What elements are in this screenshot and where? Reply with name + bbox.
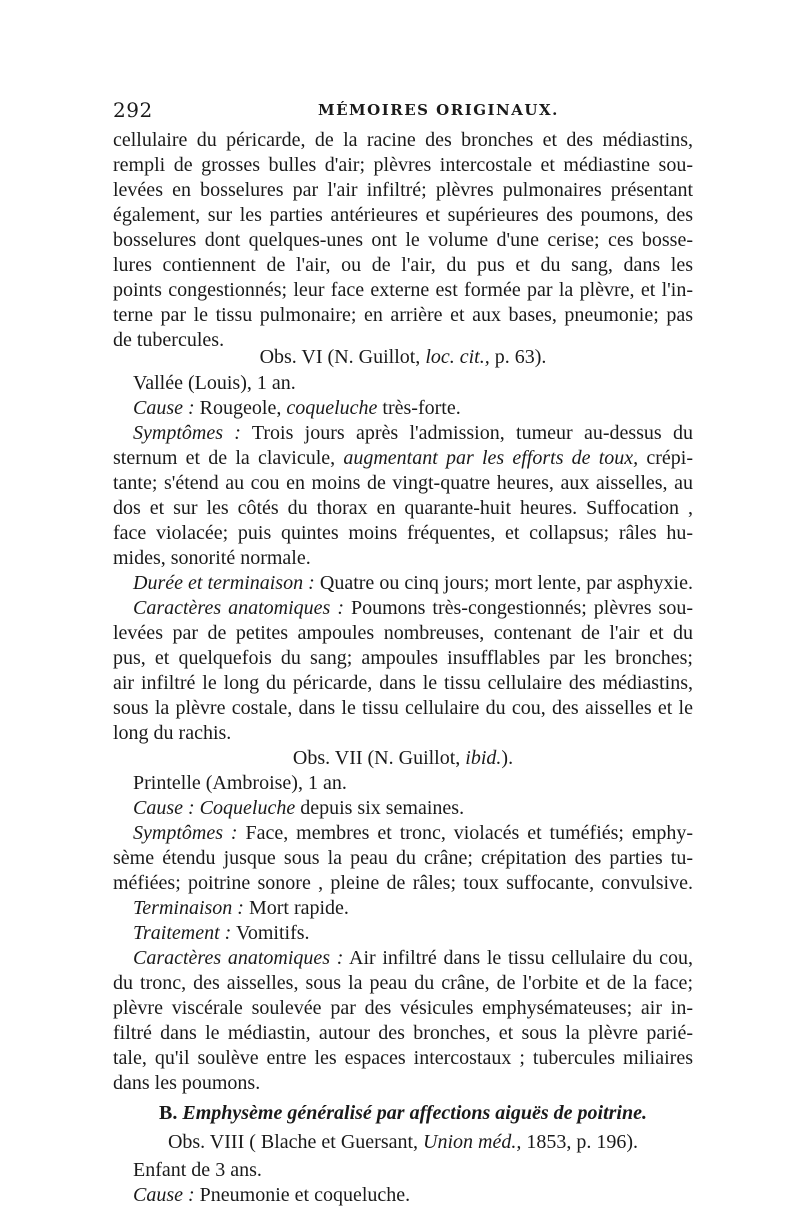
patient-line: Printelle (Ambroise), 1 an. — [133, 772, 347, 794]
cause-line — [133, 796, 464, 820]
duration-label: Durée et terminaison : — [133, 572, 315, 594]
text-line: tante; s'étend au cou en moins de vingt-quatre heures, aux aisselles, au — [113, 472, 693, 494]
section-heading — [113, 1101, 693, 1125]
obs-heading-prefix: Obs. VII (N. Guillot, — [292, 747, 466, 769]
text-line: rempli de grosses bulles d'air; plèvres intercostale et médiastine sou- — [113, 154, 693, 176]
anatomy-text: Air infiltré dans le tissu cellulaire du cou, — [343, 947, 693, 969]
termination-label: Terminaison : — [133, 897, 244, 919]
text-italic: augmentant par les efforts de toux, — [343, 447, 639, 469]
text-line: méfiées; poitrine sonore , pleine de râles; toux suffocante, convulsive. — [113, 872, 693, 894]
cause-text-end: très-forte. — [377, 397, 461, 419]
cause-label: Cause : — [133, 797, 195, 819]
text-line: lures contiennent de l'air, ou de l'air, du pus et du sang, dans les — [113, 254, 693, 276]
text-line: levées par de petites ampoules nombreuses, contenant de l'air et du — [113, 622, 693, 644]
cause-text: Rougeole, — [194, 397, 287, 419]
cause-italic: coqueluche — [286, 397, 378, 419]
duration-text: Quatre ou cinq jours; mort lente, par asphyxie. — [314, 572, 693, 594]
obs-heading-prefix: Obs. VIII ( Blache et Guersant, — [167, 1131, 424, 1153]
treatment-label: Traitement : — [133, 922, 232, 944]
symptoms-label: Symptômes : — [133, 822, 238, 844]
duration-line — [133, 571, 693, 595]
obs-heading-suffix: p. 63). — [489, 346, 547, 368]
symptoms-line — [133, 421, 693, 445]
section-letter: B. — [159, 1102, 178, 1124]
cause-italic: Coqueluche — [199, 797, 296, 819]
obs-heading-ref: Union méd., — [423, 1131, 522, 1153]
observation-heading-vii — [113, 746, 693, 770]
text-line: long du rachis. — [113, 722, 232, 744]
text-line: mides, sonorité normale. — [113, 547, 311, 569]
patient-line: Vallée (Louis), 1 an. — [133, 372, 296, 394]
patient-line: Enfant de 3 ans. — [133, 1159, 262, 1181]
text-line: du tronc, des aisselles, sous la peau du crâne, de l'orbite et de la face; — [113, 972, 693, 994]
symptoms-text: Trois jours après l'admission, tumeur au-dessus du — [240, 422, 693, 444]
text-line: également, sur les parties antérieures et supérieures des poumons, des — [113, 204, 693, 226]
cause-line — [133, 1183, 410, 1207]
text-line: pus, et quelquefois du sang; ampoules insufflables par les bronches; — [113, 647, 693, 669]
cause-label: Cause : — [133, 397, 195, 419]
treatment-line — [133, 921, 310, 945]
anatomy-label: Caractères anatomiques : — [133, 947, 344, 969]
termination-line — [133, 896, 349, 920]
cause-label: Cause : — [133, 1184, 195, 1206]
text-line: tale, qu'il soulève entre les espaces intercostaux ; tubercules miliaires — [113, 1047, 693, 1069]
anatomy-text: Poumons très-congestionnés; plèvres sou- — [343, 597, 693, 619]
text-line: plèvre viscérale soulevée par des vésicules emphysémateuses; air in- — [113, 997, 693, 1019]
anatomy-line — [133, 946, 693, 970]
text-part: sternum et de la clavicule, — [113, 447, 344, 469]
cause-text: Pneumonie et coqueluche. — [194, 1184, 411, 1206]
page-header — [113, 98, 693, 124]
text-part: crépi- — [638, 447, 694, 469]
obs-heading-ref: loc. cit., — [425, 346, 490, 368]
observation-heading-vi — [113, 345, 693, 369]
text-line: terne par le tissu pulmonaire; en arrière et aux bases, pneumonie; pas — [113, 304, 693, 326]
section-title: Emphysème généralisé par affections aiguës de poitrine. — [177, 1102, 647, 1124]
text-line — [113, 446, 693, 470]
obs-heading-suffix: ). — [501, 747, 514, 769]
text-line: filtré dans le médiastin, autour des bronches, et sous la plèvre parié- — [113, 1022, 693, 1044]
symptoms-text: Face, membres et tronc, violacés et tuméfiés; emphy- — [237, 822, 693, 844]
cause-text-end: depuis six semaines. — [295, 797, 465, 819]
text-line: sème étendu jusque sous la peau du crâne; crépitation des parties tu- — [113, 847, 693, 869]
obs-heading-prefix: Obs. VI (N. Guillot, — [259, 346, 426, 368]
symptoms-label: Symptômes : — [133, 422, 241, 444]
page-number: 292 — [113, 98, 153, 122]
text-line: de tubercules. — [113, 329, 225, 351]
text-line: face violacée; puis quintes moins fréquentes, et collapsus; râles hu- — [113, 522, 693, 544]
termination-text: Mort rapide. — [243, 897, 349, 919]
text-line: points congestionnés; leur face externe est formée par la plèvre, et l'in- — [113, 279, 693, 301]
text-line: sous la plèvre costale, dans le tissu cellulaire du cou, des aisselles et le — [113, 697, 693, 719]
text-line: bosselures dont quelques-unes ont le volume d'une cerise; ces bosse- — [113, 229, 693, 251]
text-line: dos et sur les côtés du thorax en quarante-huit heures. Suffocation , — [113, 497, 693, 519]
obs-heading-ref: ibid. — [465, 747, 502, 769]
text-line: air infiltré le long du péricarde, dans le tissu cellulaire des médiastins, — [113, 672, 693, 694]
cause-line — [133, 396, 461, 420]
text-line: cellulaire du péricarde, de la racine des bronches et des médiastins, — [113, 129, 693, 151]
anatomy-label: Caractères anatomiques : — [133, 597, 344, 619]
treatment-text: Vomitifs. — [231, 922, 310, 944]
anatomy-line — [133, 596, 693, 620]
running-title: MÉMOIRES ORIGINAUX. — [318, 101, 559, 119]
obs-heading-suffix: 1853, p. 196). — [521, 1131, 639, 1153]
symptoms-line — [133, 821, 693, 845]
observation-heading-viii — [113, 1130, 693, 1154]
text-line: dans les poumons. — [113, 1072, 261, 1094]
text-line: levées en bosselures par l'air infiltré; plèvres pulmonaires présentant — [113, 179, 693, 201]
